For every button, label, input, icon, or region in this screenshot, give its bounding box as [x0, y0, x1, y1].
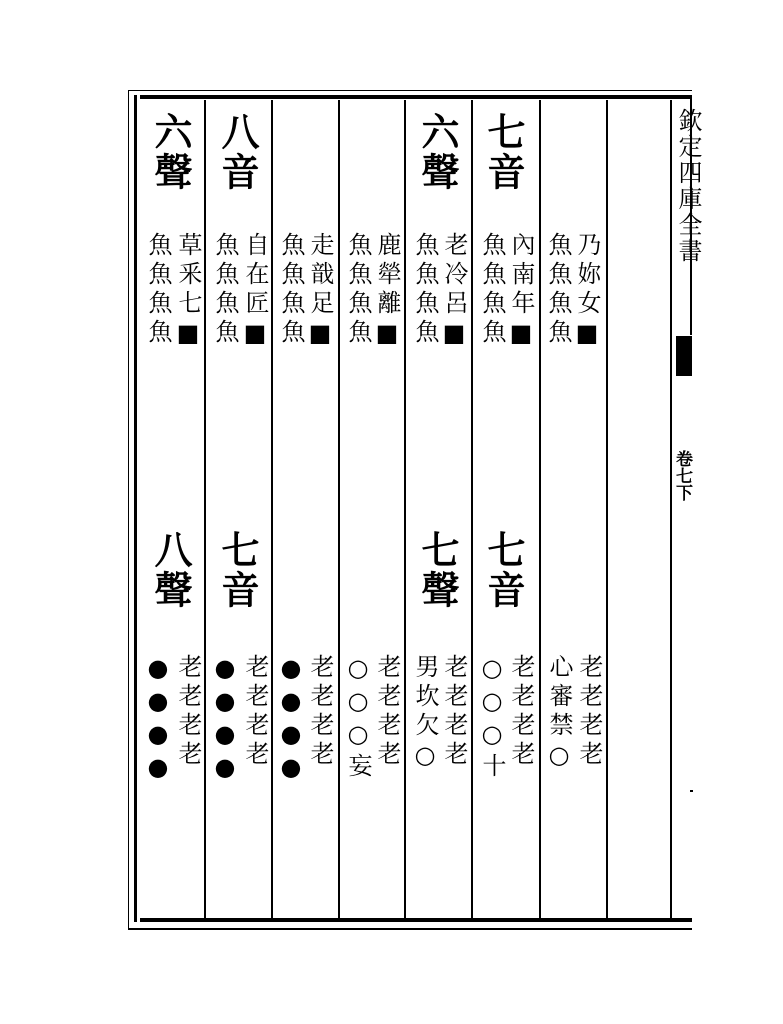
column-lower-right: 老老老老	[575, 654, 603, 770]
column-text-left: 魚魚魚魚	[144, 232, 172, 348]
column-lower-left: ○○○十	[478, 654, 506, 782]
column-lower-left: ●●●●	[277, 654, 305, 786]
column-divider	[338, 100, 340, 918]
column-lower-heading: 七音	[481, 530, 526, 610]
column-lower-right: 老老老老	[241, 654, 269, 770]
column-heading: 六聲	[148, 112, 193, 192]
column-divider	[606, 100, 608, 918]
column-lower-left: 男坎欠○	[411, 654, 439, 774]
book-title: 欽定四庫全書	[674, 108, 702, 264]
column-lower-left: ●●●●	[144, 654, 172, 786]
column-divider	[670, 100, 672, 918]
column-divider	[271, 100, 273, 918]
column-text-left: 魚魚魚魚	[344, 232, 372, 348]
column-lower-right: 老老老老	[174, 654, 202, 770]
column-lower-left: ○○○妄	[344, 654, 372, 782]
column-text-right: 鹿犖離■	[373, 232, 401, 352]
column-text-right: 乃妳女■	[573, 232, 601, 352]
fish-tail-mark	[676, 336, 692, 376]
column-text-left: 魚魚魚魚	[411, 232, 439, 348]
column-lower-heading: 八聲	[148, 530, 193, 610]
column-lower-heading: 七聲	[415, 530, 460, 610]
column-text-right: 草釆七■	[174, 232, 202, 352]
column-text-left: 魚魚魚魚	[277, 232, 305, 348]
left-border	[134, 95, 137, 922]
column-lower-left: ●●●●	[211, 654, 239, 786]
column-lower-right: 老老老老	[306, 654, 334, 770]
column-text-right: 走戠足■	[306, 232, 334, 352]
column-divider	[204, 100, 206, 918]
bottom-border	[140, 918, 692, 922]
column-text-left: 魚魚魚魚	[211, 232, 239, 348]
column-lower-heading: 七音	[215, 530, 260, 610]
column-text-right: 老冷呂■	[440, 232, 468, 352]
column-divider	[404, 100, 406, 918]
column-divider	[471, 100, 473, 918]
column-lower-right: 老老老老	[373, 654, 401, 770]
column-heading: 七音	[481, 112, 526, 192]
column-heading: 六聲	[415, 112, 460, 192]
outer-left-border	[128, 90, 129, 930]
column-text-right: 內南年■	[507, 232, 535, 352]
column-divider	[539, 100, 541, 918]
margin-divider-lower	[690, 790, 693, 792]
column-heading: 八音	[215, 112, 260, 192]
column-lower-right: 老老老老	[507, 654, 535, 770]
volume-label: 卷七下	[672, 450, 692, 501]
column-lower-left: 心審禁○	[545, 654, 573, 774]
column-text-left: 魚魚魚魚	[544, 232, 572, 348]
column-text-left: 魚魚魚魚	[478, 232, 506, 348]
top-border	[140, 95, 692, 99]
bottom-border-thin	[128, 928, 692, 930]
column-text-right: 自在匠■	[241, 232, 269, 352]
column-lower-right: 老老老老	[440, 654, 468, 770]
top-border-thin	[128, 90, 692, 91]
